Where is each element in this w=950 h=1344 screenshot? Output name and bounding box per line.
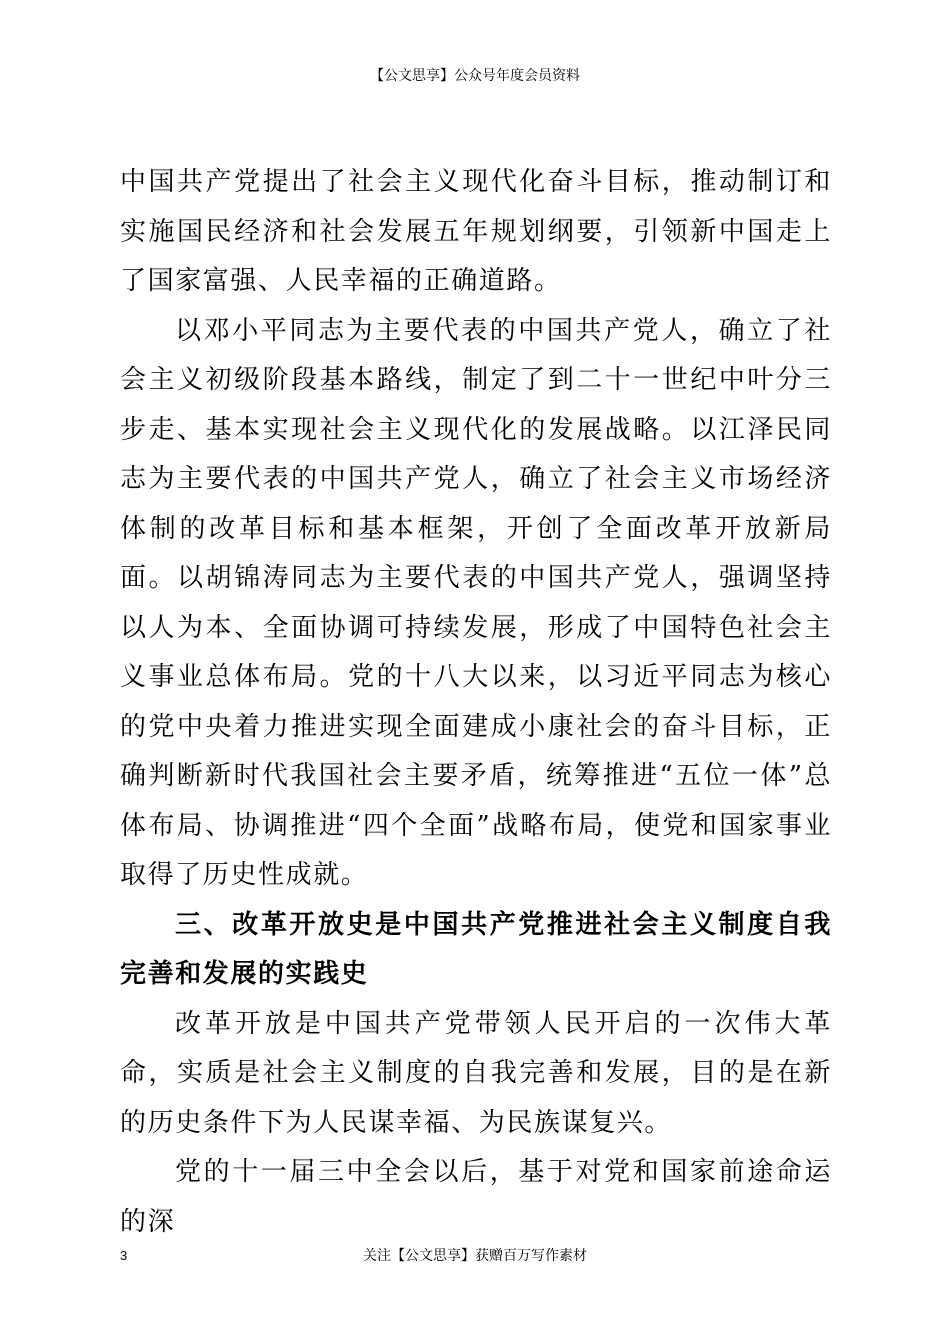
paragraph: 改革开放是中国共产党带领人民开启的一次伟大革命，实质是社会主义制度的自我完善和发展，目的是在新的历史条件下为人民谋幸福、为民族谋复兴。 [120, 1008, 832, 1138]
paragraph: 党的十一届三中全会以后，基于对党和国家前途命运的深 [120, 1157, 832, 1237]
page-number: 3 [120, 1248, 128, 1263]
document-body [120, 158, 832, 1247]
page-header: 【公文思享】公众号年度会员资料 [370, 68, 580, 84]
paragraph: 中国共产党提出了社会主义现代化奋斗目标，推动制订和实施国民经济和社会发展五年规划纲要，引领新中国走上了国家富强、人民幸福的正确道路。 [120, 167, 832, 296]
section-heading: 三、改革开放史是中国共产党推进社会主义制度自我完善和发展的实践史 [120, 909, 832, 989]
page-footer: 关注【公文思享】获赠百万写作素材 [363, 1248, 587, 1264]
paragraph: 以邓小平同志为主要代表的中国共产党人，确立了社会主义初级阶段基本路线，制定了到二十一世纪中叶分三步走、基本实现社会主义现代化的发展战略。以江泽民同志为主要代表的中国共产党人，确立了社会主义市场经济体制的改革目标和基本框架，开创了全面改革开放新局面。以胡锦涛同志为主要代表的中国共产党人，强调坚持以人为本、全面协调可持续发展，形成了中国特色社会主义事业总体布局。党的十八大以来，以习近平同志为核心的党中央着力推进实现全面建成小康社会的奋斗目标，正确判断新时代我国社会主要矛盾，统筹推进“五位一体”总体布局、协调推进“四个全面”战略布局，使党和国家事业取得了历史性成就。 [120, 315, 832, 890]
